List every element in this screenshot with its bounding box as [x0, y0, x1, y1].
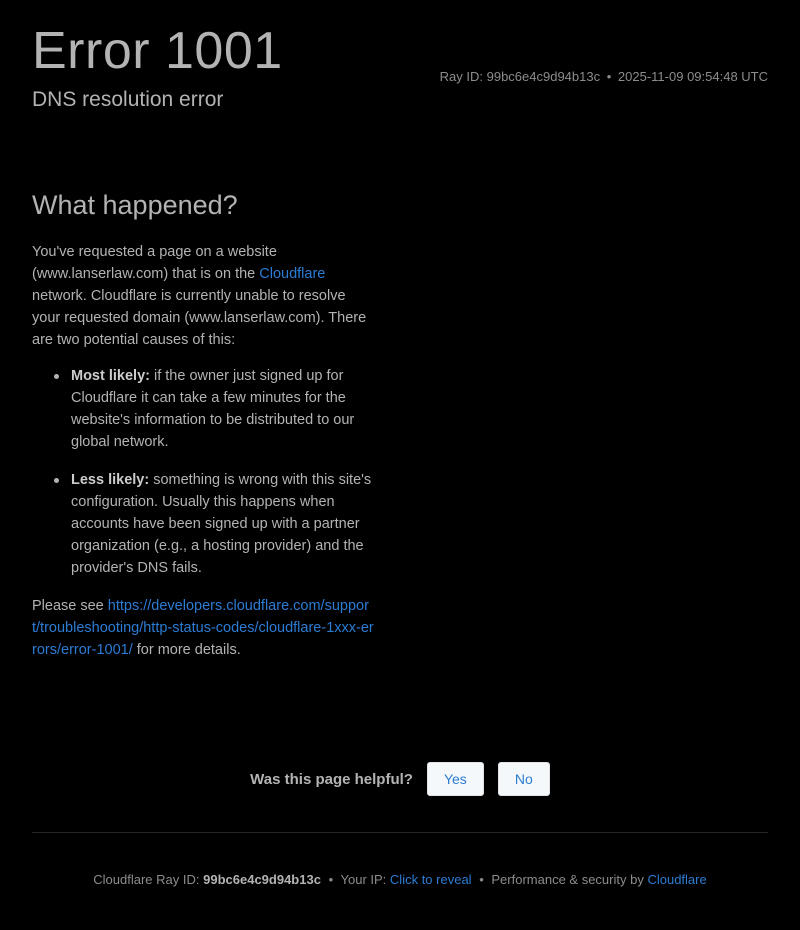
section-title-what-happened: What happened? [32, 190, 238, 220]
list-item [54, 469, 376, 579]
footer-bullet-2: • [479, 872, 484, 887]
cloudflare-link[interactable]: Cloudflare [259, 266, 326, 282]
error-subtitle: DNS resolution error [32, 87, 224, 111]
ray-id-label: Ray ID: [439, 69, 483, 84]
page-container [32, 0, 768, 661]
explanation-paragraph [32, 241, 376, 351]
performance-security-text: Performance & security by [491, 872, 644, 887]
right-column-empty [400, 190, 768, 661]
cause-label-most-likely: Most likely: [71, 368, 150, 384]
footer-divider [32, 832, 768, 833]
page-title: Error 1001 [32, 22, 283, 80]
feedback-no-button[interactable]: No [498, 762, 550, 796]
cloudflare-footer-link[interactable]: Cloudflare [647, 872, 707, 887]
for-more-details-text: for more details. [132, 642, 241, 658]
list-item [54, 365, 376, 453]
feedback-yes-button[interactable]: Yes [427, 762, 484, 796]
your-ip-label: Your IP: [340, 872, 387, 887]
cause-text-less-likely: something is wrong with this site's configuration. Usually this happens when accounts have been signed up with a partner organization (e.g., a hosting provider) and the provider's DNS fails. [71, 472, 372, 576]
footer-bullet-1: • [328, 872, 334, 887]
what-happened-column [32, 190, 400, 661]
feedback-question: Was this page helpful? [250, 770, 413, 788]
ray-id-header [440, 69, 768, 84]
footer-ray-id: 99bc6e4c9d94b13c [203, 872, 321, 887]
more-details-paragraph [32, 595, 376, 661]
cause-label-less-likely: Less likely: [71, 472, 150, 488]
explanation-text-part2: network. Cloudflare is currently unable to resolve your requested domain (www.lanserlaw.com). There are two potential causes of this: [32, 288, 367, 348]
explanation-text-part1: You've requested a page on a website (www.lanserlaw.com) that is on the [32, 244, 277, 282]
footer-ray-label: Cloudflare Ray ID: [93, 872, 200, 887]
feedback-inner [250, 762, 550, 796]
troubleshooting-doc-link[interactable]: https://developers.cloudflare.com/support/troubleshooting/http-status-codes/cloudflare-1xxx-errors/error-1001/ [32, 598, 374, 658]
header-bullet-separator: • [606, 69, 612, 84]
cause-text-most-likely: if the owner just signed up for Cloudflare it can take a few minutes for the website's information to be distributed to our global network. [71, 368, 355, 450]
page-footer [0, 872, 800, 887]
main-content [32, 190, 768, 661]
causes-list [32, 365, 376, 579]
click-to-reveal-link[interactable]: Click to reveal [389, 872, 472, 887]
page-header [32, 22, 768, 132]
please-see-text: Please see [32, 598, 108, 614]
feedback-section [0, 762, 800, 796]
timestamp: 2025-11-09 09:54:48 UTC [617, 69, 768, 84]
ray-id-value: 99bc6e4c9d94b13c [486, 69, 601, 84]
